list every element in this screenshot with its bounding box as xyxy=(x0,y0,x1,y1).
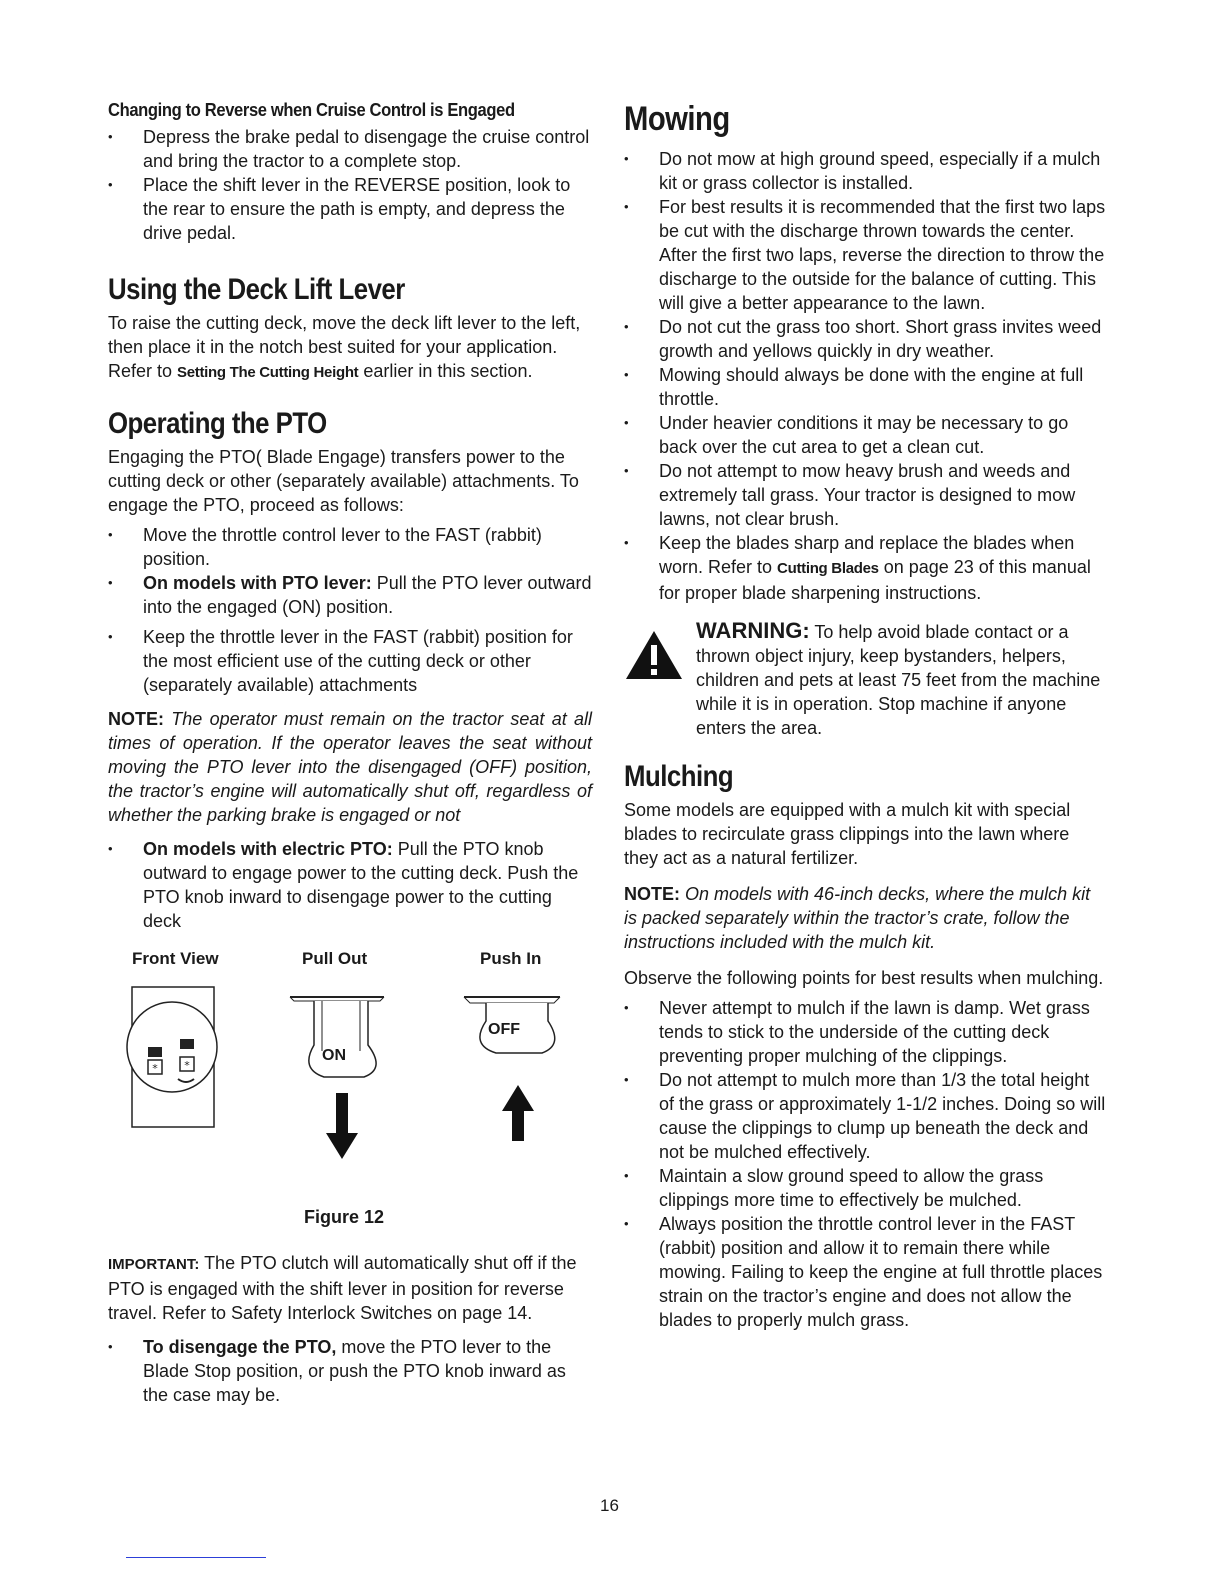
page-number: 16 xyxy=(600,1496,619,1515)
pto-knob-front-view-illustration xyxy=(122,983,222,1133)
note-label: NOTE: xyxy=(624,884,680,904)
list-item: • Keep the throttle lever in the FAST (rabbit) position for the most efficient use of the cutting deck or other (separately available) attachments xyxy=(108,625,592,697)
blades-text: Keep the blades sharp and replace the blades when worn. Refer to xyxy=(659,533,1075,577)
note-label: NOTE: xyxy=(108,709,164,729)
list-item: • Maintain a slow ground speed to allow the grass clippings more time to effectively be mulched. xyxy=(624,1164,1108,1212)
list-item: • Do not cut the grass too short. Short grass invites weed growth and yellows quickly in dry weather. xyxy=(624,315,1108,363)
mulch-list xyxy=(624,996,1108,1332)
list-item: • Do not attempt to mow heavy brush and weeds and extremely tall grass. Your tractor is designed to mow lawns, not clear brush. xyxy=(624,459,1108,531)
list-item: • For best results it is recommended that the first two laps be cut with the discharge thrown towards the center. After the first two laps, reverse the direction to throw the discharge to the outside for the balance of cutting. This will give a better appearance to the lawn. xyxy=(624,195,1108,315)
pto-list xyxy=(108,523,592,697)
warning-block xyxy=(624,619,1108,740)
knob-off-label: OFF xyxy=(488,1021,520,1038)
note-text: The operator must remain on the tractor seat at all times of operation. If the operator leaves the seat without moving the PTO lever into the disengaged (OFF) position, the tractor’s engine will automatically shut off, regardless of whether the parking brake is engaged or not xyxy=(108,709,592,825)
important-text: The PTO clutch will automatically shut off if the PTO is engaged with the shift lever in position for reverse travel. Refer to Safety Interlock Switches on page 14. xyxy=(108,1253,577,1323)
electric-pto-text: Pull the PTO knob outward to engage power to the cutting deck. Push the PTO knob inward to disengage power to the cutting deck xyxy=(143,839,579,931)
pto-intro: Engaging the PTO( Blade Engage) transfers power to the cutting deck or other (separately available) attachments. To engage the PTO, proceed as follows: xyxy=(108,447,579,515)
knob-on-label: ON xyxy=(322,1047,346,1064)
important-paragraph xyxy=(108,1251,592,1325)
deck-text-end: earlier in this section. xyxy=(358,361,533,381)
cutting-height-reference: Setting The Cutting Height xyxy=(177,364,359,381)
mulching-note xyxy=(624,882,1108,954)
disengage-label: To disengage the PTO, xyxy=(143,1337,337,1357)
list-item: • Depress the brake pedal to disengage the cruise control and bring the tractor to a complete stop. xyxy=(108,125,592,173)
svg-text:*: * xyxy=(152,1062,158,1075)
list-item: • Always position the throttle control lever in the FAST (rabbit) position and allow it to remain there while mowing. Failing to keep the engine at full throttle places strain on the tractor’s engine and does not allow the blades to properly mulch grass. xyxy=(624,1212,1108,1332)
note-text: On models with 46-inch decks, where the mulch kit is packed separately within the tractor’s crate, follow the instructions included with the mulch kit. xyxy=(624,884,1091,952)
cutting-blades-reference: Cutting Blades xyxy=(777,560,879,577)
warning-body: To help avoid blade contact or a thrown object injury, keep bystanders, helpers, children and pets at least 75 feet from the machine while it is in operation. Stop machine if anyone enters the area. xyxy=(696,622,1101,738)
list-item xyxy=(108,571,592,619)
disengage-list xyxy=(108,1335,592,1407)
list-item: • Place the shift lever in the REVERSE position, look to the rear to ensure the path is empty, and depress the drive pedal. xyxy=(108,173,592,245)
left-column xyxy=(108,100,592,1407)
warning-text xyxy=(696,619,1108,740)
list-item: • Do not attempt to mulch more than 1/3 the total height of the grass or approximately 1-1/2 inches. Doing so will cause the clippings to clump up beneath the deck and not be mulched effectively. xyxy=(624,1068,1108,1164)
warning-triangle-icon xyxy=(624,629,684,681)
reverse-list xyxy=(108,125,592,245)
figure-caption: Figure 12 xyxy=(304,1207,385,1227)
mulching-intro: Some models are equipped with a mulch kit with special blades to recirculate grass clippings into the lawn where they act as a natural fertilizer. xyxy=(624,800,1071,868)
list-item: • Never attempt to mulch if the lawn is damp. Wet grass tends to stick to the underside of the cutting deck preventing proper mulching of the clippings. xyxy=(624,996,1108,1068)
list-item: • Move the throttle control lever to the FAST (rabbit) position. xyxy=(108,523,592,571)
list-item: • Mowing should always be done with the engine at full throttle. xyxy=(624,363,1108,411)
warning-label: WARNING: xyxy=(696,618,810,643)
footnote-line xyxy=(126,1557,266,1558)
pto-knob-push-in-illustration xyxy=(460,991,570,1161)
list-item xyxy=(624,531,1108,605)
pull-out-label: Pull Out xyxy=(302,949,368,968)
front-view-label: Front View xyxy=(132,949,219,968)
blades-text-end: on page 23 of this manual for proper blade sharpening instructions. xyxy=(659,557,1091,603)
right-column xyxy=(624,100,1108,1332)
electric-pto-list xyxy=(108,837,592,933)
pto-lever-text: Pull the PTO lever outward into the engaged (ON) position. xyxy=(143,573,592,617)
list-item xyxy=(108,1335,592,1407)
svg-text:*: * xyxy=(184,1059,190,1072)
mowing-list xyxy=(624,147,1108,605)
mowing-heading: Mowing xyxy=(624,100,730,138)
electric-pto-label: On models with electric PTO: xyxy=(143,839,393,859)
figure-12 xyxy=(108,949,592,1239)
observe-text: Observe the following points for best results when mulching. xyxy=(624,968,1104,988)
list-item xyxy=(108,837,592,933)
important-label: IMPORTANT: xyxy=(108,1256,200,1273)
deck-text: To raise the cutting deck, move the deck lift lever to the left, then place it in the notch best suited for your application. Refer to xyxy=(108,313,581,381)
pto-heading: Operating the PTO xyxy=(108,407,327,440)
deck-lift-paragraph xyxy=(108,311,592,385)
list-item: • Do not mow at high ground speed, especially if a mulch kit or grass collector is installed. xyxy=(624,147,1108,195)
mulching-heading: Mulching xyxy=(624,760,734,793)
push-in-label: Push In xyxy=(480,949,542,968)
disengage-text: move the PTO lever to the Blade Stop position, or push the PTO knob inward as the case may be. xyxy=(143,1337,566,1405)
pto-note xyxy=(108,707,592,827)
reverse-heading: Changing to Reverse when Cruise Control is Engaged xyxy=(108,100,515,120)
pto-knob-pull-out-illustration xyxy=(284,991,394,1161)
pto-lever-label: On models with PTO lever: xyxy=(143,573,372,593)
list-item: • Under heavier conditions it may be necessary to go back over the cut area to get a clean cut. xyxy=(624,411,1108,459)
deck-lift-heading: Using the Deck Lift Lever xyxy=(108,273,405,306)
